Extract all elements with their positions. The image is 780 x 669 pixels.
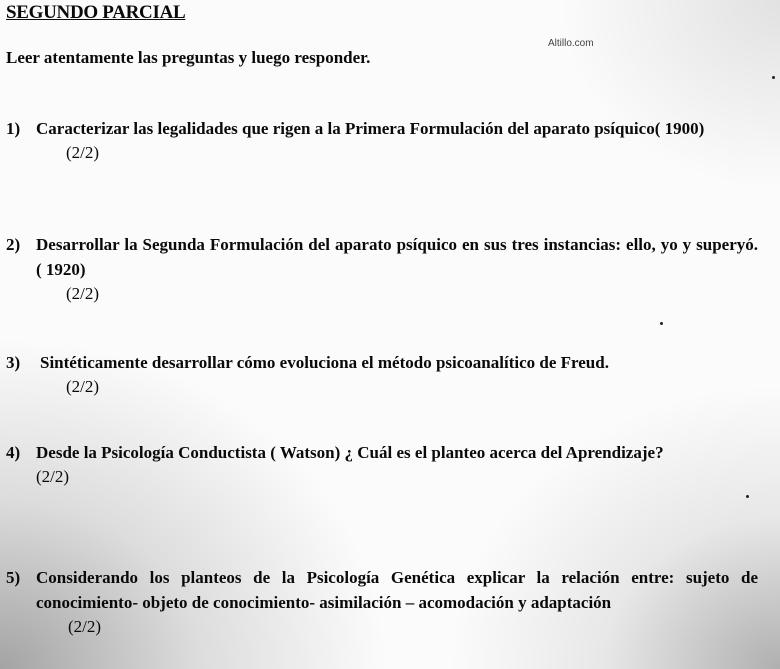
question-score: (2/2) xyxy=(66,284,100,303)
document-title: SEGUNDO PARCIAL xyxy=(6,2,186,23)
question-3 xyxy=(6,350,758,399)
question-text: Sintéticamente desarrollar cómo evoluciona el método psicoanalítico de Freud. xyxy=(40,353,609,372)
question-score: (2/2) xyxy=(36,467,70,486)
question-number: 4) xyxy=(6,443,21,462)
question-text: Caracterizar las legalidades que rigen a la Primera Formulación del aparato psíquico( 1900) xyxy=(36,119,705,138)
question-4 xyxy=(6,440,758,489)
question-number: 1) xyxy=(6,119,21,138)
scan-speck xyxy=(660,322,663,325)
question-score: (2/2) xyxy=(66,143,100,162)
scan-speck xyxy=(772,76,775,79)
question-number: 5) xyxy=(6,568,21,587)
question-text: Desde la Psicología Conductista ( Watson) ¿ Cuál es el planteo acerca del Aprendizaje? xyxy=(36,443,664,462)
question-number: 2) xyxy=(6,235,21,254)
question-score: (2/2) xyxy=(66,377,100,396)
scan-speck xyxy=(746,495,749,498)
question-text: Desarrollar la Segunda Formulación del aparato psíquico en sus tres instancias: ello, yo y superyó. ( 1920) xyxy=(36,235,758,279)
question-1 xyxy=(6,116,758,165)
question-5 xyxy=(6,565,758,639)
instructions-text: Leer atentamente las preguntas y luego responder. xyxy=(6,48,371,67)
question-text: Considerando los planteos de la Psicología Genética explicar la relación entre: sujeto de conocimiento- objeto de conocimiento- asimilación – acomodación y adaptación xyxy=(36,568,758,612)
question-number: 3) xyxy=(6,353,21,372)
question-2 xyxy=(6,232,758,306)
watermark: Altillo.com xyxy=(548,38,594,49)
question-score: (2/2) xyxy=(68,617,102,636)
